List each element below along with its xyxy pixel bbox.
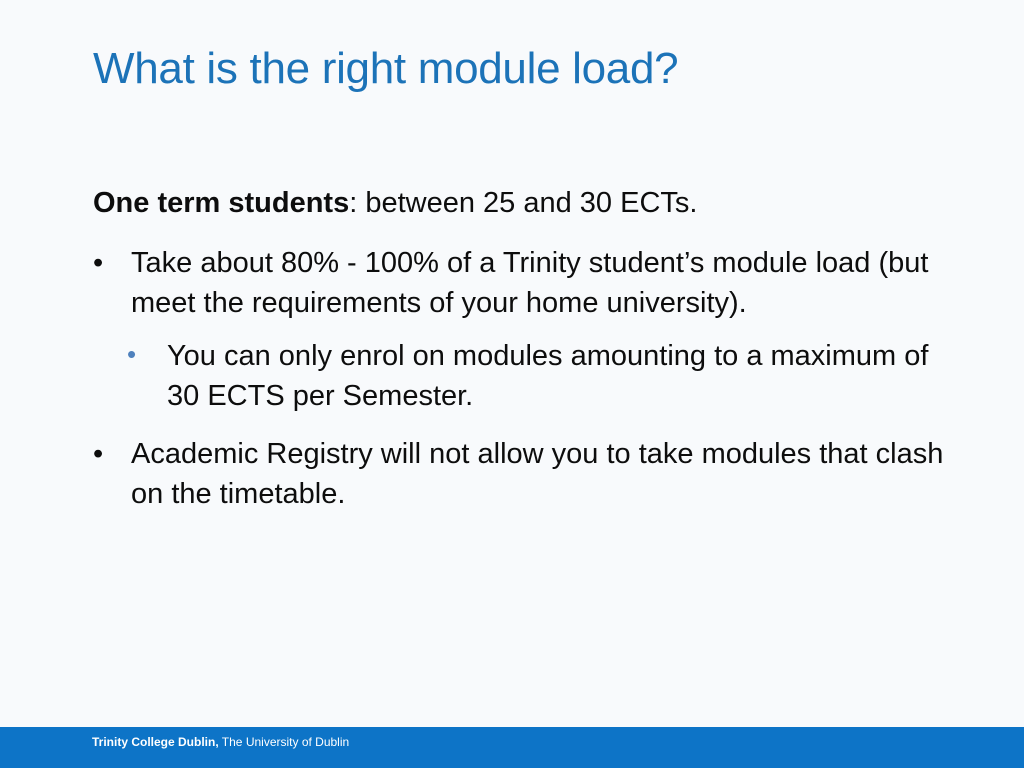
sub-bullet-item bbox=[93, 336, 953, 416]
sub-bullet-dot-icon: • bbox=[127, 339, 137, 369]
sub-bullet-text: You can only enrol on modules amounting to a maximum of 30 ECTS per Semester. bbox=[167, 340, 929, 412]
footer-bar bbox=[0, 727, 1024, 768]
bullet-text: Academic Registry will not allow you to take modules that clash on the timetable. bbox=[131, 438, 944, 510]
intro-line bbox=[93, 183, 953, 223]
slide-title: What is the right module load? bbox=[93, 44, 679, 93]
intro-bold-label: One term students bbox=[93, 187, 350, 219]
bullet-dot-icon: • bbox=[93, 247, 104, 279]
footer-institution bbox=[92, 735, 349, 749]
footer-institution-bold: Trinity College Dublin, bbox=[92, 735, 219, 749]
bullet-dot-icon: • bbox=[93, 438, 104, 470]
intro-text: : between 25 and 30 ECTs. bbox=[349, 187, 698, 219]
bullet-text: Take about 80% - 100% of a Trinity student’s module load (but meet the requirements of your home university). bbox=[131, 247, 929, 319]
slide-body bbox=[93, 183, 953, 514]
bullet-item bbox=[93, 434, 953, 514]
bullet-item bbox=[93, 243, 953, 323]
footer-institution-rest: The University of Dublin bbox=[218, 735, 350, 749]
